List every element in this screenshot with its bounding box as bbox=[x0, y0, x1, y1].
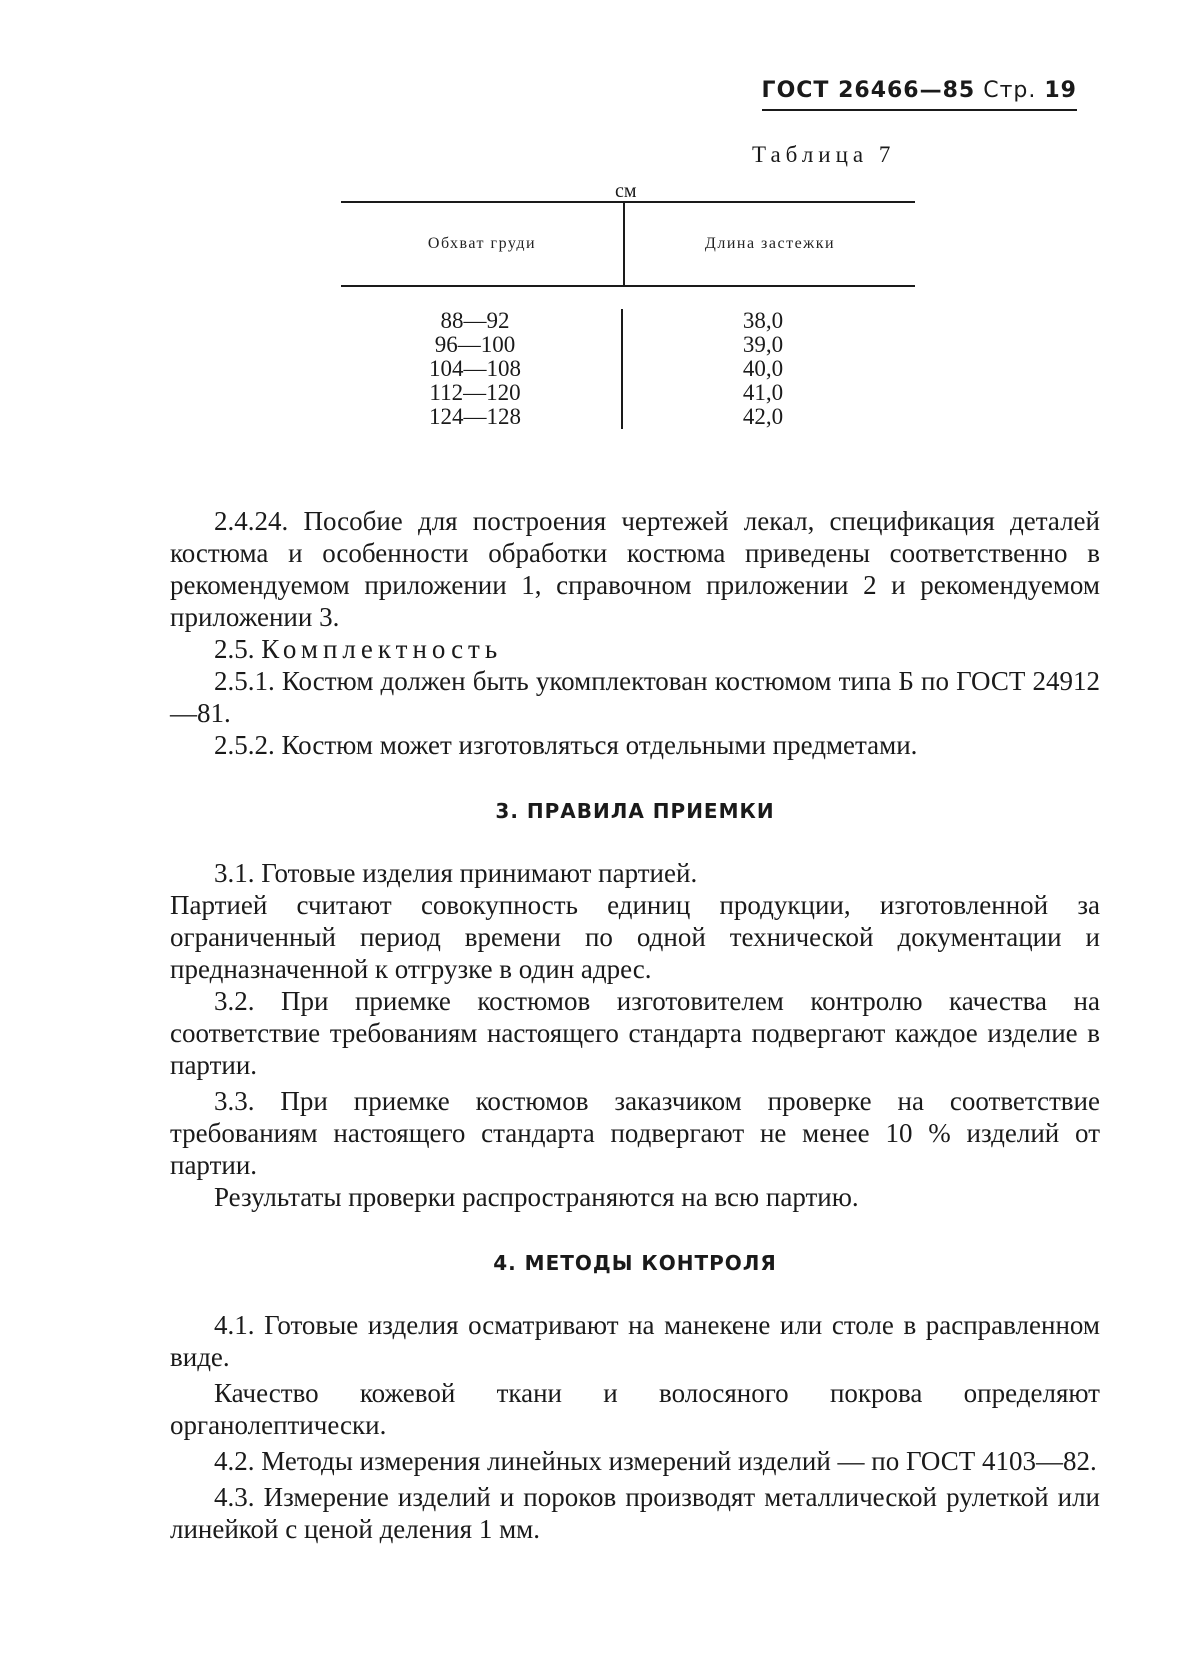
table-cell: 96—100 bbox=[434, 332, 516, 357]
table-cell: 124—128 bbox=[429, 404, 521, 429]
table-cell: 40,0 bbox=[742, 356, 784, 381]
paragraph-4-2: 4.2. Методы измерения линейных измерений изделий — по ГОСТ 4103—82. bbox=[214, 1446, 1097, 1476]
table-cell: 42,0 bbox=[742, 404, 784, 429]
heading-acceptance-rules: 3. ПРАВИЛА ПРИЕМКИ bbox=[495, 799, 775, 823]
table-7 bbox=[341, 201, 915, 439]
table-cell: 39,0 bbox=[742, 332, 784, 357]
paragraph-2-4-24: 2.4.24. Пособие для построения чертежей лекал, спецификация деталей костюма и особенности обработки костюма приведены соответственно в рекомендуемом приложении 1, справочном приложении 2 и рекомендуемом приложении 3. bbox=[170, 506, 1100, 632]
column-chest bbox=[341, 309, 623, 429]
paragraph-4-1-quality: Качество кожевой ткани и волосяного покрова определяют органолептически. bbox=[170, 1378, 1100, 1440]
paragraph-3-1-definition: Партией считают совокупность единиц продукции, изготовленной за ограниченный период времени по одной технической документации и предназначенной к отгрузке в один адрес. bbox=[170, 890, 1100, 984]
table-cell: 112—120 bbox=[429, 380, 521, 405]
paragraph-2-5-2: 2.5.2. Костюм может изготовляться отдельными предметами. bbox=[214, 730, 918, 760]
table-unit: см bbox=[615, 180, 637, 202]
section-title-completeness: Комплектность bbox=[261, 634, 503, 664]
paragraph-3-3: 3.3. При приемке костюмов заказчиком проверке на соответствие требованиям настоящего стандарта подвергают не менее 10 % изделий от партии. bbox=[170, 1086, 1100, 1180]
column-header-chest: Обхват груди bbox=[341, 203, 625, 285]
paragraph-2-5-1: 2.5.1. Костюм должен быть укомплектован костюмом типа Б по ГОСТ 24912—81. bbox=[170, 666, 1100, 728]
paragraph-3-3-results: Результаты проверки распространяются на всю партию. bbox=[214, 1182, 859, 1212]
table-header-row bbox=[341, 203, 915, 287]
paragraph-3-2: 3.2. При приемке костюмов изготовителем контролю качества на соответствие требованиям настоящего стандарта подвергают каждое изделие в партии. bbox=[170, 986, 1100, 1080]
column-fastener-length bbox=[623, 309, 915, 429]
page-number: 19 bbox=[1044, 78, 1077, 103]
paragraph-2-5 bbox=[170, 633, 1100, 665]
table-cell: 88—92 bbox=[440, 308, 510, 333]
standard-number: ГОСТ 26466—85 bbox=[761, 78, 976, 103]
page-label: Стр. bbox=[983, 78, 1037, 103]
table-body bbox=[341, 287, 915, 439]
page-header bbox=[762, 78, 1077, 111]
body-text bbox=[170, 505, 1100, 1545]
table-cell: 38,0 bbox=[742, 308, 784, 333]
paragraph-3-1: 3.1. Готовые изделия принимают партией. bbox=[214, 858, 698, 888]
table-caption: Таблица 7 bbox=[752, 142, 896, 167]
paragraph-4-1: 4.1. Готовые изделия осматривают на манекене или столе в расправленном виде. bbox=[170, 1310, 1100, 1372]
table-cell: 41,0 bbox=[742, 380, 784, 405]
paragraph-4-3: 4.3. Измерение изделий и пороков производят металлической рулеткой или линейкой с ценой деления 1 мм. bbox=[170, 1482, 1100, 1544]
column-header-fastener-length: Длина застежки bbox=[704, 235, 836, 252]
section-number: 2.5. bbox=[214, 634, 255, 664]
heading-control-methods: 4. МЕТОДЫ КОНТРОЛЯ bbox=[493, 1251, 777, 1275]
table-cell: 104—108 bbox=[429, 356, 521, 381]
